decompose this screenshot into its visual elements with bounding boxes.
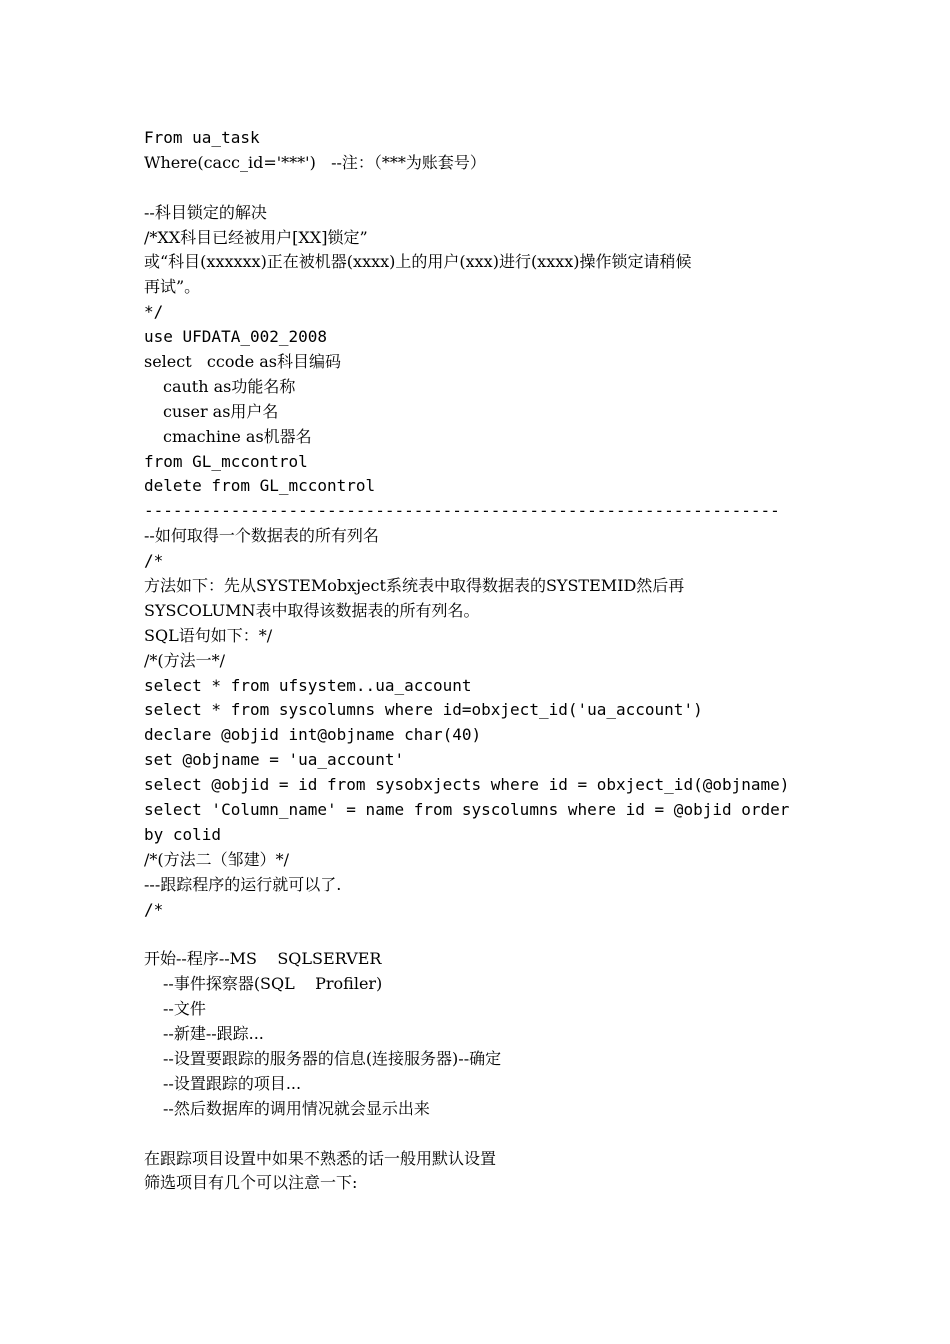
text-line: --设置要跟踪的服务器的信息(连接服务器)--确定 <box>163 1048 502 1068</box>
text-line: /*(方法一*/ <box>144 650 226 670</box>
divider-line: ------------------------------------------------------------------ <box>144 501 780 521</box>
text-line: /* <box>144 899 164 919</box>
text-line: From ua_task <box>144 128 260 147</box>
blank-line <box>144 923 824 948</box>
text-line: 筛选项目有几个可以注意一下: <box>144 1173 358 1193</box>
text-line: ---跟踪程序的运行就可以了. <box>144 874 342 894</box>
text-line: Where(cacc_id='***') --注：（***为账套号） <box>144 152 486 172</box>
text-line: --然后数据库的调用情况就会显示出来 <box>163 1098 430 1118</box>
text-line: --设置跟踪的项目... <box>163 1073 302 1093</box>
code-line: select ccode as科目编码 <box>144 352 342 372</box>
text-line: SYSCOLUMN表中取得该数据表的所有列名。 <box>144 600 480 620</box>
code-line: select 'Column_name' = name from syscolumns where id = @objid order <box>144 800 790 820</box>
code-line: select * from syscolumns where id=obxject_id('ua_account') <box>144 700 703 720</box>
code-line: delete from GL_mccontrol <box>144 476 376 496</box>
text-line: 方法如下：先从SYSTEMobxject系统表中取得数据表的SYSTEMID然后再 <box>144 576 685 596</box>
text-line: --新建--跟踪... <box>163 1024 264 1044</box>
text-line: 在跟踪项目设置中如果不熟悉的话一般用默认设置 <box>144 1148 497 1168</box>
section-heading: --如何取得一个数据表的所有列名 <box>144 526 379 546</box>
code-line: use UFDATA_002_2008 <box>144 327 328 347</box>
code-line: cuser as用户名 <box>163 401 279 421</box>
code-line: set @objname = 'ua_account' <box>144 750 405 770</box>
text-line: /*(方法二（邹建）*/ <box>144 849 290 869</box>
text-line: --文件 <box>163 999 206 1019</box>
code-line: cmachine as机器名 <box>163 426 312 446</box>
code-line: by colid <box>144 824 222 844</box>
code-line: select @objid = id from sysobxjects where id = obxject_id(@objname) <box>144 775 790 795</box>
blank-line <box>144 176 824 201</box>
document-body <box>144 126 824 1196</box>
text-line: /*XX科目已经被用户[XX]锁定” <box>144 227 368 247</box>
blank-line <box>144 1122 824 1147</box>
text-line: /* <box>144 551 164 571</box>
text-line: 再试”。 <box>144 277 201 297</box>
text-line: */ <box>144 302 164 322</box>
code-line: cauth as功能名称 <box>163 376 296 396</box>
text-line: --事件探察器(SQL Profiler) <box>163 974 383 994</box>
section-heading: --科目锁定的解决 <box>144 202 267 222</box>
code-line: declare @objid int@objname char(40) <box>144 725 482 745</box>
text-line: 或“科目(xxxxxx)正在被机器(xxxx)上的用户(xxx)进行(xxxx)操作锁定请稍候 <box>144 252 692 272</box>
code-line: from GL_mccontrol <box>144 451 308 471</box>
code-line: select * from ufsystem..ua_account <box>144 675 472 695</box>
text-line: 开始--程序--MS SQLSERVER <box>144 949 382 969</box>
text-line: SQL语句如下：*/ <box>144 625 273 645</box>
